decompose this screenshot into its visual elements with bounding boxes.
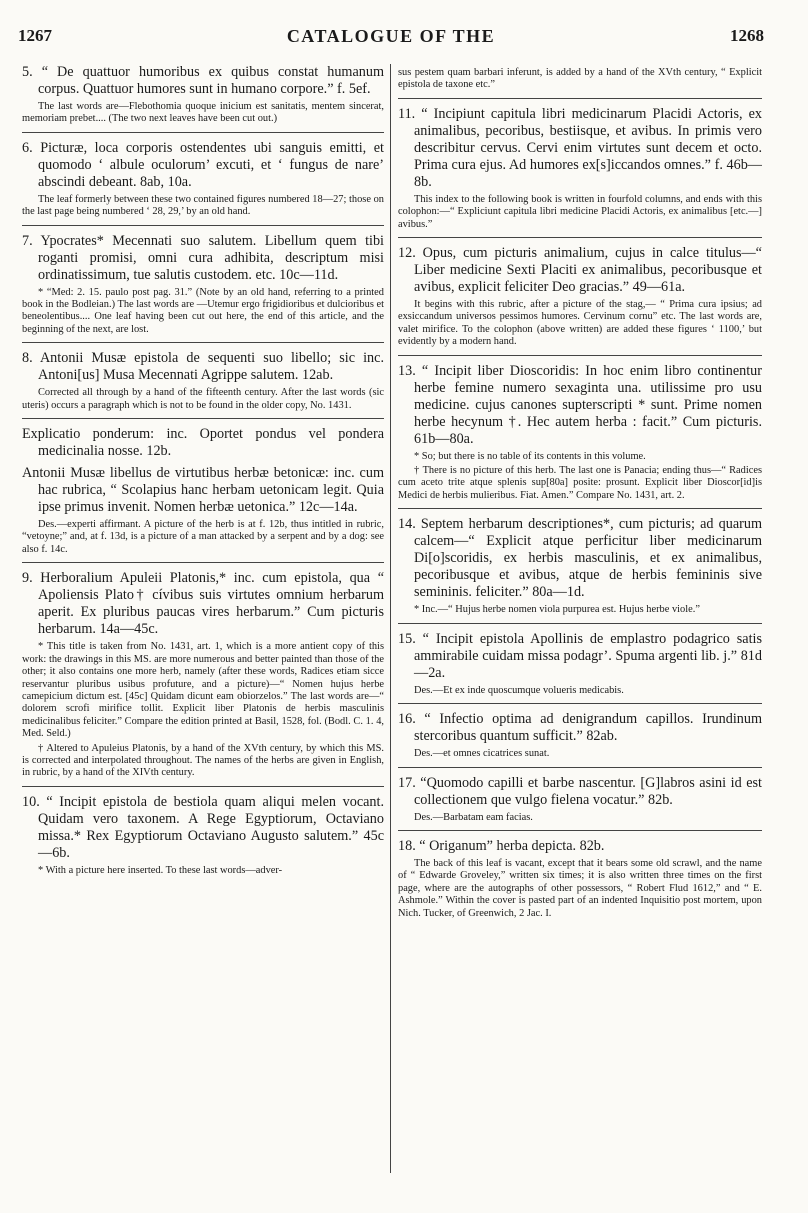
entry-text: 12. Opus, cum picturis animalium, cujus in calce titulus—“ Liber medicine Sexti Placiti ex animalibus, pecoribusque et avibus, explicit feliciter Deo gracias.” 49—61a. (398, 245, 762, 296)
left-column (22, 64, 384, 1193)
entry-text: 10. “ Incipit epistola de bestiola quam aliqui melen vocant. Quidam vero taxonem. A Rege Egyptiorum, Octaviano missa.* Rex Egyptiorum Octaviano Augusto salutem.” 45c—6b. (22, 793, 384, 861)
entry-note: It begins with this rubric, after a picture of the stag,— “ Prima cura ipsius; ad exsiccandum universos pessimos humores. Cervinum cornu” etc. The last words are, valet mirifice. To the colophon (above written) are added these figures ‘ 1100,’ but evidently by a modern hand. (398, 299, 762, 348)
entry-note: * Inc.—“ Hujus herbe nomen viola purpurea est. Hujus herbe viole.” (414, 604, 700, 616)
page-header (18, 26, 764, 52)
entry-note: The last words are—Flebothomia quoque inicium est sanitatis, mentem sincerat, memoriam prebet.... (The two next leaves have been cut out.) (22, 101, 384, 125)
entry-note: Des.—Barbatam eam facias. (414, 811, 533, 823)
entry-note: * With a picture here inserted. To these last words—adver- (38, 864, 283, 876)
running-title: CATALOGUE OF THE (286, 26, 496, 46)
entry-text: 8. Antonii Musæ epistola de sequenti suo libello; sic inc. Antoni[us] Musa Mecennati Agrippe salutem. 12ab. (22, 350, 384, 384)
entry-text: 6. Picturæ, loca corporis ostendentes ubi sanguis emitti, et quomodo ‘ albule oculorum’ excuti, et ‘ fungus de nare’ abscindi debeant. 8ab, 10a. (22, 139, 384, 190)
catalogue-entry (398, 838, 762, 920)
catalogue-entry (398, 711, 762, 760)
entry-separator (22, 132, 384, 133)
entry-note: † Altered to Apuleius Platonis, by a hand of the XVth century, by which this MS. is corrected and interpolated throughout. The names of the herbs are given in English, in rubric, by a hand of the XIVth century. (22, 742, 384, 779)
entry-separator (398, 703, 762, 704)
page-number-right: 1268 (730, 26, 764, 45)
catalogue-entry (22, 570, 384, 779)
entry-text: 16. “ Infectio optima ad denigrandum capillos. Irundinum stercoribus quantum sufficit.” 82ab. (398, 711, 762, 745)
entry-text: 15. “ Incipit epistola Apollinis de emplastro podagrico satis ammirabile cuidam missa podagr’. Spuma argenti lib. j.” 81d—2a. (398, 630, 762, 681)
catalogue-entry (22, 350, 384, 412)
entry-text: 7. Ypocrates* Mecennati suo salutem. Libellum quem tibi roganti promisi, omni cura adhibita, descriptum misi ordinatissimum, tue salutis custodem. etc. 10c—11d. (22, 232, 384, 283)
entry-note: Des.—et omnes cicatrices sunat. (414, 748, 550, 760)
column-rule (390, 64, 391, 1173)
entry-text: 18. “ Origanum” herba depicta. 82b. (398, 837, 605, 854)
entry-separator (398, 767, 762, 768)
entry-text: 17. “Quomodo capilli et barbe nascentur. [G]labros asini id est collectionem que vulgo fielena vocatur.” 82b. (398, 774, 762, 808)
catalogue-entry (398, 516, 762, 616)
entry-separator (22, 342, 384, 343)
catalogue-entry (22, 426, 384, 460)
entry-separator (398, 623, 762, 624)
entry-text: 11. “ Incipiunt capitula libri medicinarum Placidi Actoris, ex animalibus, pecoribus, bestiisque, et avibus. In primis vero describitur cervus. Cervi enim virtutes sunt decem et octo. Prima cura ejus. Ad humores ex[s]iccandos omnes.” f. 46b—8b. (398, 105, 762, 190)
entry-text: 13. “ Incipit liber Dioscoridis: In hoc enim libro continentur herbe femine numero sexaginta una. utilissime pro usu medicine. cujus canones supterscripti * sunt. Prime nomen herbe hecynum †. Hec autem herba : facit.” Cum picturis. 61b—80a. (398, 362, 762, 447)
catalogue-entry (398, 631, 762, 697)
right-column (398, 64, 762, 1193)
entry-separator (398, 508, 762, 509)
entry-text: 9. Herboralium Apuleii Platonis,* inc. cum epistola, qua “ Apoliensis Plato† cívibus suis virtutes omnium herbarum aperit. Ex pluribus paucas vires herbarum.” Cum picturis herbarum. 14a—45c. (22, 570, 384, 638)
page-number-left: 1267 (18, 26, 52, 45)
catalogue-entry (22, 794, 384, 877)
entry-separator (22, 786, 384, 787)
entry-note: * So; but there is no table of its contents in this volume. (414, 450, 646, 462)
catalogue-entry (398, 245, 762, 349)
entry-text: 5. “ De quattuor humoribus ex quibus constat humanum corpus. Quattuor humores sunt in humano corpore.” f. 5ef. (22, 64, 384, 97)
entry-note: * “Med: 2. 15. paulo post pag. 31.” (Note by an old hand, referring to a printed book in the Bodleian.) The last words are —Utemur ergo frigidioribus et dulcioribus et beneolentibus.... One leaf having been cut out here, the end of this article, and the beginning of the next, are lost. (22, 286, 384, 335)
entry-note: Corrected all through by a hand of the fifteenth century. After the last words (sic uteris) occurs a paragraph which is not to be found in the older copy, No. 1431. (22, 387, 384, 411)
catalogue-entry (398, 106, 762, 231)
entry-separator (22, 225, 384, 226)
entry-separator (398, 237, 762, 238)
entry-separator (398, 98, 762, 99)
catalogue-entry (22, 64, 384, 126)
catalogue-entry (22, 233, 384, 337)
entry-note: * This title is taken from No. 1431, art. 1, which is a more antient copy of this work: the drawings in this MS. are more numerous and better painted than those of the other; it also contains one more herb, namely (after these words, Radices etiam sicce reservantur pluribus usibus profuture, and a picture)—“ Nomen hujus herbe camepicium dictum est. [45c] Quidam dicunt eam obiorzelos.” The last words are—“ dolorem scrofi mirifice tollit. Explicit liber Platonis de herbis masculinis medicinalibus feliciter.” Compare the edition printed at Basil, 1528, fol. (Bodl. C. 1. 4, Med. Seld.) (22, 641, 384, 740)
entry-separator (22, 562, 384, 563)
entry-separator (398, 355, 762, 356)
entry-note: Des.—Et ex inde quoscumque volueris medicabis. (414, 684, 624, 696)
entry-separator (22, 418, 384, 419)
entry-note: sus pestem quam barbari inferunt, is added by a hand of the XVth century, “ Explicit epistola de taxone etc.” (398, 67, 762, 91)
entry-text: Explicatio ponderum: inc. Oportet pondus vel ponderа medicinalia nosse. 12b. (22, 426, 384, 460)
entry-text: 14. Septem herbarum descriptiones*, cum picturis; ad quarum calcem—“ Explicit atque perficitur liber medicinarum Di[o]scoridis, ex herbis masculinis, et ex animalibus, pecoribusque et avibus, atque de herbis femininis sive semininis. feliciter.” 80a—1d. (398, 516, 762, 601)
entry-note: † There is no picture of this herb. The last one is Panacia; ending thus—“ Radices cum aceto trite atque splenis sup[80a] posite: prosunt. Explicit liber Dioscor[id]is Medici de herbis mulieribus. Fiat. Amen.” Compare No. 1431, art. 2. (398, 465, 762, 501)
entry-note: The back of this leaf is vacant, except that it bears some old scrawl, and the name of “ Edwarde Groveley,” written six times; it is also written three times on the first page, where are the autographs of other possessors, “ Robert Flud 1612,” and “ E. Ashmole.” Within the cover is pasted part of an indented Inquisitio post mortem, upon Nich. Tucker, of Greenwich, 2 Jac. I. (398, 857, 762, 919)
entry-note: The leaf formerly between these two contained figures numbered 18—27; those on the last page being numbered ‘ 28, 29,’ by an old hand. (22, 193, 384, 218)
catalogue-entry (398, 775, 762, 824)
catalogue-entry (22, 465, 384, 556)
entry-note: Des.—experti affirmant. A picture of the herb is at f. 12b, thus intitled in rubric, “vetoyne;” and, at f. 13d, is a picture of a man attacked by a serpent and by a dog: see also f. 14c. (22, 519, 384, 555)
entry-separator (398, 830, 762, 831)
catalogue-entry (398, 363, 762, 503)
catalogue-entry (398, 67, 762, 92)
entry-text: Antonii Musæ libellus de virtutibus herbæ betonicæ: inc. cum hac rubrica, “ Scolapius hanc herbam uetonicam legit. Quia ipse primus invenit. Nomen herbæ uetonica.” 12c—14a. (22, 465, 384, 516)
catalogue-entry (22, 140, 384, 219)
entry-note: This index to the following book is written in fourfold columns, and ends with this colophon:—“ Expliciunt capitula libri medicine Placidi Actoris, ex animalibus [etc.—] avibus.” (398, 193, 762, 230)
